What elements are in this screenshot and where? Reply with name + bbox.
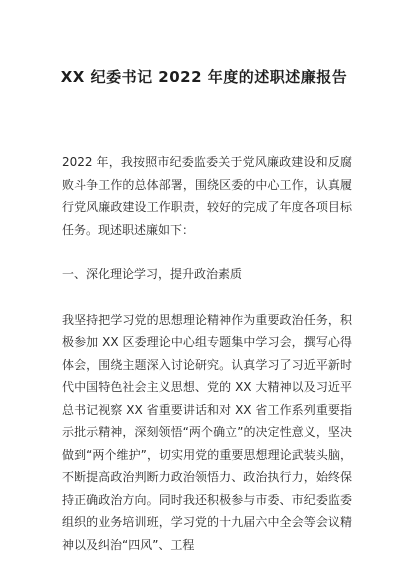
section-body-paragraph: 我坚持把学习党的思想理论精神作为重要政治任务，积极参加 XX 区委理论中心组专题集中学习会，撰写心得体会，围绕主题深入讨论研究。认真学习了习近平新时代中国特色社会主义思想、党的 XX 大精神以及习近平总书记视察 XX 省重要讲话和对 XX 省工作系列重要指示批示精神，深刻领悟“两个确立”的决定性意义，坚决做到“两个维护”，切实用党的重要思想理论武装头脑，不断提高政治判断力政治领悟力、政治执行力，始终保持正确政治方向。同时我还积极参与市委、市纪委监委组织的业务培训班，学习党的十九届六中全会等会议精神以及纠治“四风”、工程 bbox=[62, 312, 352, 552]
document-body bbox=[62, 151, 352, 556]
paragraph-spacer bbox=[62, 286, 352, 309]
intro-paragraph: 2022 年，我按照市纪委监委关于党风廉政建设和反腐败斗争工作的总体部署，围绕区委的中心工作，认真履行党风廉政建设工作职责，较好的完成了年度各项目标任务。现述职述廉如下： bbox=[62, 155, 352, 237]
document-title: XX 纪委书记 2022 年度的述职述廉报告 bbox=[60, 68, 348, 86]
paragraph-spacer bbox=[62, 241, 352, 263]
section-heading: 一、深化理论学习，提升政治素质 bbox=[62, 267, 243, 281]
